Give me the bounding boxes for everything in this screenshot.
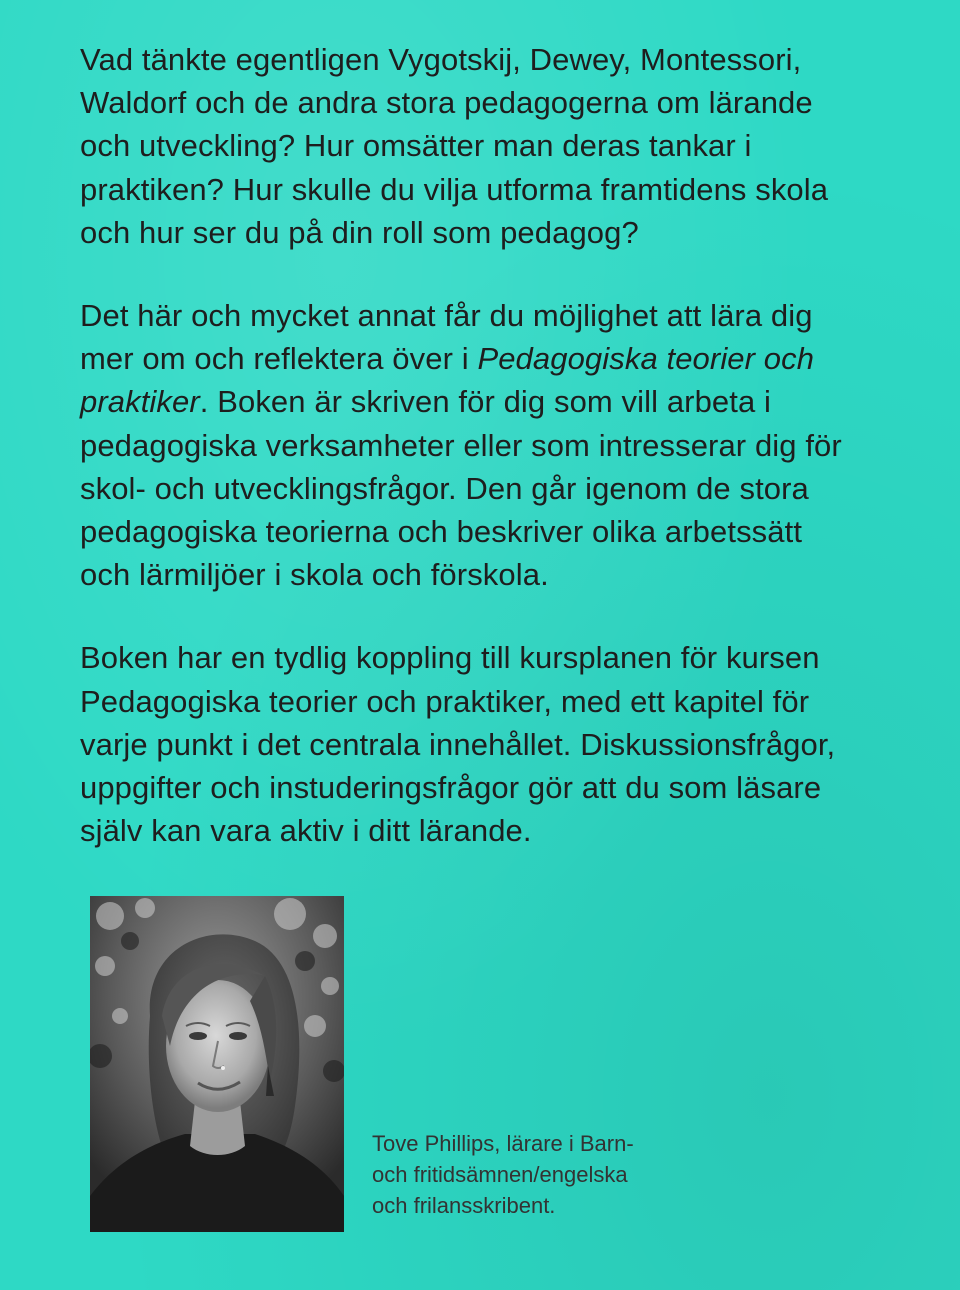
text-line: . Boken är skriven för dig som vill arbeta i xyxy=(199,384,772,420)
text-line: Waldorf och de andra stora pedagogerna om lärande xyxy=(80,85,813,121)
text-line: och hur ser du på din roll som pedagog? xyxy=(80,214,639,250)
blurb-paragraph-3 xyxy=(80,636,900,852)
text-line: Pedagogiska teorier och praktiker, med ett kapitel för xyxy=(80,683,810,719)
author-photo xyxy=(90,896,344,1232)
blurb-paragraph-1 xyxy=(80,38,900,254)
caption-line: Tove Phillips, lärare i Barn- xyxy=(372,1131,634,1156)
text-line: Boken har en tydlig koppling till kursplanen för kursen xyxy=(80,640,820,676)
text-line: pedagogiska teorierna och beskriver olika arbetssätt xyxy=(80,514,803,550)
text-line: och lärmiljöer i skola och förskola. xyxy=(80,557,549,593)
text-line: pedagogiska verksamheter eller som intresserar dig för xyxy=(80,427,842,463)
caption-line: och fritidsämnen/engelska xyxy=(372,1162,628,1187)
text-line: uppgifter och instuderingsfrågor gör att du som läsare xyxy=(80,770,822,806)
text-line: varje punkt i det centrala innehållet. Diskussionsfrågor, xyxy=(80,726,836,762)
text-line: skol- och utvecklingsfrågor. Den går igenom de stora xyxy=(80,470,809,506)
text-line: mer om och reflektera över i xyxy=(80,341,478,377)
text-line: själv kan vara aktiv i ditt lärande. xyxy=(80,813,532,849)
text-line: Vad tänkte egentligen Vygotskij, Dewey, Montessori, xyxy=(80,42,802,77)
blurb-text xyxy=(80,38,900,852)
author-portrait-icon xyxy=(90,896,344,1232)
caption-line: och frilansskribent. xyxy=(372,1193,556,1218)
blurb-paragraph-2 xyxy=(80,294,900,596)
book-title-italic: praktiker xyxy=(80,384,200,420)
text-line: och utveckling? Hur omsätter man deras tankar i xyxy=(80,128,752,164)
text-line: praktiken? Hur skulle du vilja utforma framtidens skola xyxy=(80,171,829,207)
author-caption xyxy=(372,1128,692,1221)
book-title-italic: Pedagogiska teorier och xyxy=(477,341,815,377)
text-line: Det här och mycket annat får du möjlighet att lära dig xyxy=(80,298,813,334)
